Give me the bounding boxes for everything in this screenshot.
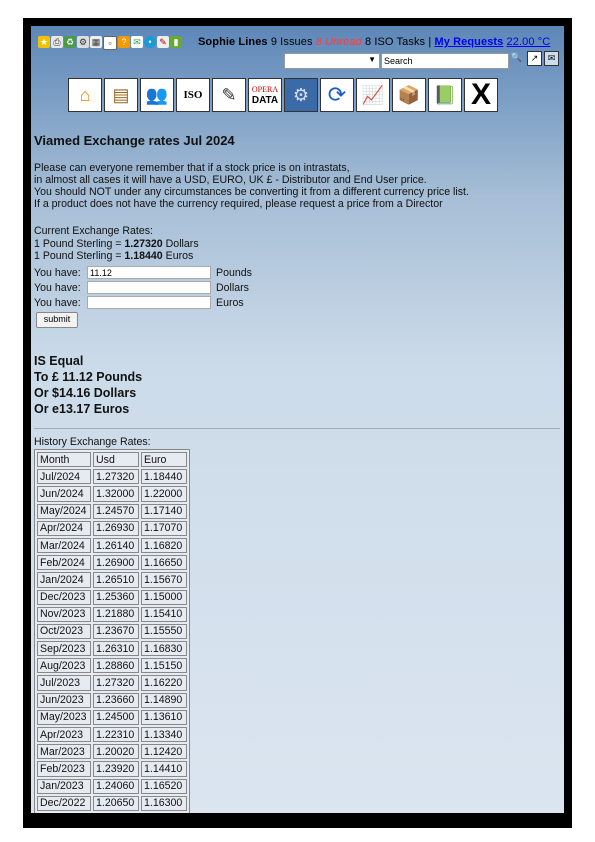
month-cell: Apr/2024: [37, 521, 91, 536]
euro-cell: 1.16830: [141, 641, 187, 656]
nav-settings[interactable]: [284, 78, 318, 112]
euro-cell: 1.15670: [141, 572, 187, 587]
usd-cell: 1.21880: [93, 607, 139, 622]
table-row: [37, 538, 187, 553]
month-cell: Jan/2024: [37, 572, 91, 587]
column-header-usd: Usd: [93, 452, 139, 467]
history-heading: History Exchange Rates:: [34, 436, 151, 448]
table-row: [37, 779, 187, 794]
nav-book[interactable]: [428, 78, 462, 112]
mail-icon[interactable]: ✉: [131, 36, 143, 48]
usd-rate: [34, 238, 199, 251]
printer-icon[interactable]: ⎙: [51, 36, 63, 48]
month-cell: Dec/2022: [37, 796, 91, 811]
settings-gears-icon: ⚙: [292, 84, 310, 105]
table-row: [37, 624, 187, 639]
mail-envelope-icon[interactable]: ✉: [544, 51, 559, 66]
table-row: [37, 675, 187, 690]
table-row: [37, 693, 187, 708]
issues-count[interactable]: 9 Issues: [270, 36, 313, 48]
current-rates: [34, 225, 199, 263]
table-header-row: [37, 452, 187, 467]
grid-icon[interactable]: ▦: [91, 37, 101, 47]
box-icon: 📦: [397, 84, 421, 105]
home-icon: ⌂: [79, 84, 91, 105]
main-nav: [68, 78, 498, 112]
nav-archive[interactable]: [104, 78, 138, 112]
usd-cell: 1.24060: [93, 779, 139, 794]
nav-iso[interactable]: [176, 78, 210, 112]
help-icon[interactable]: ?: [118, 36, 130, 48]
page-title: Viamed Exchange rates Jul 2024: [34, 133, 235, 148]
history-table: [34, 449, 190, 813]
external-link-icon[interactable]: ↗: [527, 51, 542, 66]
separator: |: [428, 36, 432, 48]
shop-icon[interactable]: ▮: [170, 36, 182, 48]
euro-cell: 1.13340: [141, 727, 187, 742]
euros-label: You have:: [34, 297, 81, 309]
notice-line: You should NOT under any circumstances be converting it from a different currency price list.: [34, 186, 469, 198]
nav-close[interactable]: [464, 78, 498, 112]
month-cell: Mar/2023: [37, 744, 91, 759]
month-cell: Jun/2023: [37, 693, 91, 708]
table-row: [37, 761, 187, 776]
euro-cell: 1.14890: [141, 693, 187, 708]
rate-prefix: 1 Pound Sterling =: [34, 237, 125, 250]
pounds-label: You have:: [34, 267, 81, 279]
euro-cell: 1.18440: [141, 469, 187, 484]
header-status: [198, 36, 550, 48]
rate-suffix: Euros: [162, 250, 194, 262]
usd-cell: 1.28860: [93, 658, 139, 673]
table-row: [37, 504, 187, 519]
iso-icon: ISO: [183, 89, 203, 101]
opera-data-icon: OPERA: [251, 85, 279, 94]
euro-cell: 1.22000: [141, 486, 187, 501]
notice-line: in almost all cases it will have a USD, EURO, UK £ - Distributor and End User price.: [34, 174, 427, 186]
archive-icon: ▤: [112, 84, 130, 105]
month-cell: May/2024: [37, 504, 91, 519]
divider: [34, 428, 560, 429]
usd-cell: 1.26900: [93, 555, 139, 570]
chart-folder-icon: 📈: [361, 84, 385, 105]
euro-cell: 1.17070: [141, 521, 187, 536]
usd-cell: 1.23920: [93, 761, 139, 776]
usd-cell: 1.26140: [93, 538, 139, 553]
opera-data-label: DATA: [251, 95, 279, 106]
close-x-icon: X: [470, 78, 491, 111]
pounds-unit: Pounds: [216, 267, 252, 279]
usd-cell: 1.26510: [93, 572, 139, 587]
euro-cell: 1.15410: [141, 607, 187, 622]
nav-refresh[interactable]: [320, 78, 354, 112]
user-name: Sophie Lines: [198, 36, 268, 48]
usd-cell: 1.20020: [93, 744, 139, 759]
euro-cell: 1.16820: [141, 538, 187, 553]
month-cell: Mar/2024: [37, 538, 91, 553]
usd-cell: 1.23660: [93, 693, 139, 708]
main-page: [31, 26, 564, 813]
submit-button[interactable]: submit: [36, 312, 78, 328]
chat-icon[interactable]: •: [144, 36, 156, 48]
month-cell: Sep/2023: [37, 641, 91, 656]
iso-tasks[interactable]: 8 ISO Tasks: [364, 36, 426, 48]
notice-text: [34, 162, 469, 210]
dollars-label: You have:: [34, 282, 81, 294]
table-row: [37, 607, 187, 622]
table-row: [37, 727, 187, 742]
table-row: [37, 641, 187, 656]
temperature-link[interactable]: 22.00 °C: [506, 36, 551, 48]
nav-reports[interactable]: [356, 78, 390, 112]
month-cell: Oct/2023: [37, 624, 91, 639]
table-row: [37, 555, 187, 570]
euro-cell: 1.15150: [141, 658, 187, 673]
conversion-result: [34, 353, 142, 417]
euro-cell: 1.17140: [141, 504, 187, 519]
usd-cell: 1.22310: [93, 727, 139, 742]
usd-cell: 1.26930: [93, 521, 139, 536]
euro-cell: 1.12420: [141, 744, 187, 759]
usd-cell: 1.24500: [93, 710, 139, 725]
current-rates-heading: Current Exchange Rates:: [34, 225, 153, 237]
month-cell: Nov/2023: [37, 607, 91, 622]
euro-cell: 1.13610: [141, 710, 187, 725]
month-cell: Jul/2023: [37, 675, 91, 690]
table-row: [37, 590, 187, 605]
rate-prefix: 1 Pound Sterling =: [34, 250, 125, 262]
pounds-input[interactable]: 11.12: [87, 266, 211, 279]
euros-unit: Euros: [216, 297, 244, 309]
euros-input[interactable]: [87, 296, 211, 309]
usd-cell: 1.25360: [93, 590, 139, 605]
notice-line: If a product does not have the currency required, please request a price from a Director: [34, 198, 443, 210]
usd-cell: 1.27320: [93, 675, 139, 690]
search-icon[interactable]: 🔍: [510, 52, 523, 62]
table-row: [37, 796, 187, 811]
euro-cell: 1.16300: [141, 796, 187, 811]
usd-cell: 1.23670: [93, 624, 139, 639]
month-cell: Feb/2024: [37, 555, 91, 570]
month-cell: May/2023: [37, 710, 91, 725]
month-cell: Apr/2023: [37, 727, 91, 742]
result-line: Or e13.17 Euros: [34, 402, 130, 416]
users-icon: 👥: [145, 84, 169, 105]
usd-cell: 1.32000: [93, 486, 139, 501]
usd-cell: 1.26310: [93, 641, 139, 656]
book-icon: 📗: [433, 84, 457, 105]
toolbar-icons: [38, 36, 182, 50]
euro-cell: 1.16220: [141, 675, 187, 690]
month-cell: Aug/2023: [37, 658, 91, 673]
nav-stock[interactable]: [392, 78, 426, 112]
quick-select-dropdown[interactable]: [284, 53, 380, 69]
column-header-month: Month: [37, 452, 91, 467]
report-icon[interactable]: ✎: [157, 36, 169, 48]
nav-users[interactable]: [140, 78, 174, 112]
dollars-unit: Dollars: [216, 282, 249, 294]
table-row: [37, 469, 187, 484]
eur-rate-value: 1.18440: [124, 250, 163, 262]
euro-cell: 1.14410: [141, 761, 187, 776]
result-line: IS Equal: [34, 354, 84, 368]
nav-home[interactable]: [68, 78, 102, 112]
month-cell: Jan/2023: [37, 779, 91, 794]
month-cell: Jul/2024: [37, 469, 91, 484]
table-row: [37, 744, 187, 759]
unread-count[interactable]: 8 Unread: [315, 36, 362, 48]
dollars-input[interactable]: [87, 281, 211, 294]
my-requests-link[interactable]: My Requests: [434, 36, 504, 48]
euro-cell: 1.16650: [141, 555, 187, 570]
result-line: To £ 11.12 Pounds: [34, 370, 143, 384]
chevron-down-icon: ▼: [368, 55, 376, 64]
eur-rate: [34, 250, 199, 263]
nav-opera-data[interactable]: [248, 78, 282, 112]
edit-icon: ✎: [221, 84, 237, 105]
usd-cell: 1.20650: [93, 796, 139, 811]
refresh-icon: ⟳: [327, 82, 347, 107]
table-row: [37, 486, 187, 501]
table-row: [37, 710, 187, 725]
euro-cell: 1.15000: [141, 590, 187, 605]
table-row: [37, 572, 187, 587]
usd-cell: 1.24570: [93, 504, 139, 519]
euro-cell: 1.16520: [141, 779, 187, 794]
tools-icon[interactable]: ⚙: [78, 37, 88, 47]
result-line: Or $14.16 Dollars: [34, 386, 137, 400]
column-header-euro: Euro: [141, 452, 187, 467]
table-row: [37, 521, 187, 536]
month-cell: Jun/2024: [37, 486, 91, 501]
euro-cell: 1.15550: [141, 624, 187, 639]
rate-suffix: Dollars: [162, 237, 199, 250]
star-icon[interactable]: ★: [39, 37, 49, 47]
month-cell: Feb/2023: [37, 761, 91, 776]
month-cell: Dec/2023: [37, 590, 91, 605]
notice-line: Please can everyone remember that if a stock price is on intrastats,: [34, 162, 350, 174]
recycle-icon[interactable]: ♻: [65, 37, 75, 47]
search-input[interactable]: Search: [381, 53, 509, 69]
table-row: [37, 658, 187, 673]
usd-rate-value: 1.27320: [124, 237, 163, 250]
nav-edit[interactable]: [212, 78, 246, 112]
page-icon[interactable]: ▫: [103, 36, 117, 50]
usd-cell: 1.27320: [93, 469, 139, 484]
